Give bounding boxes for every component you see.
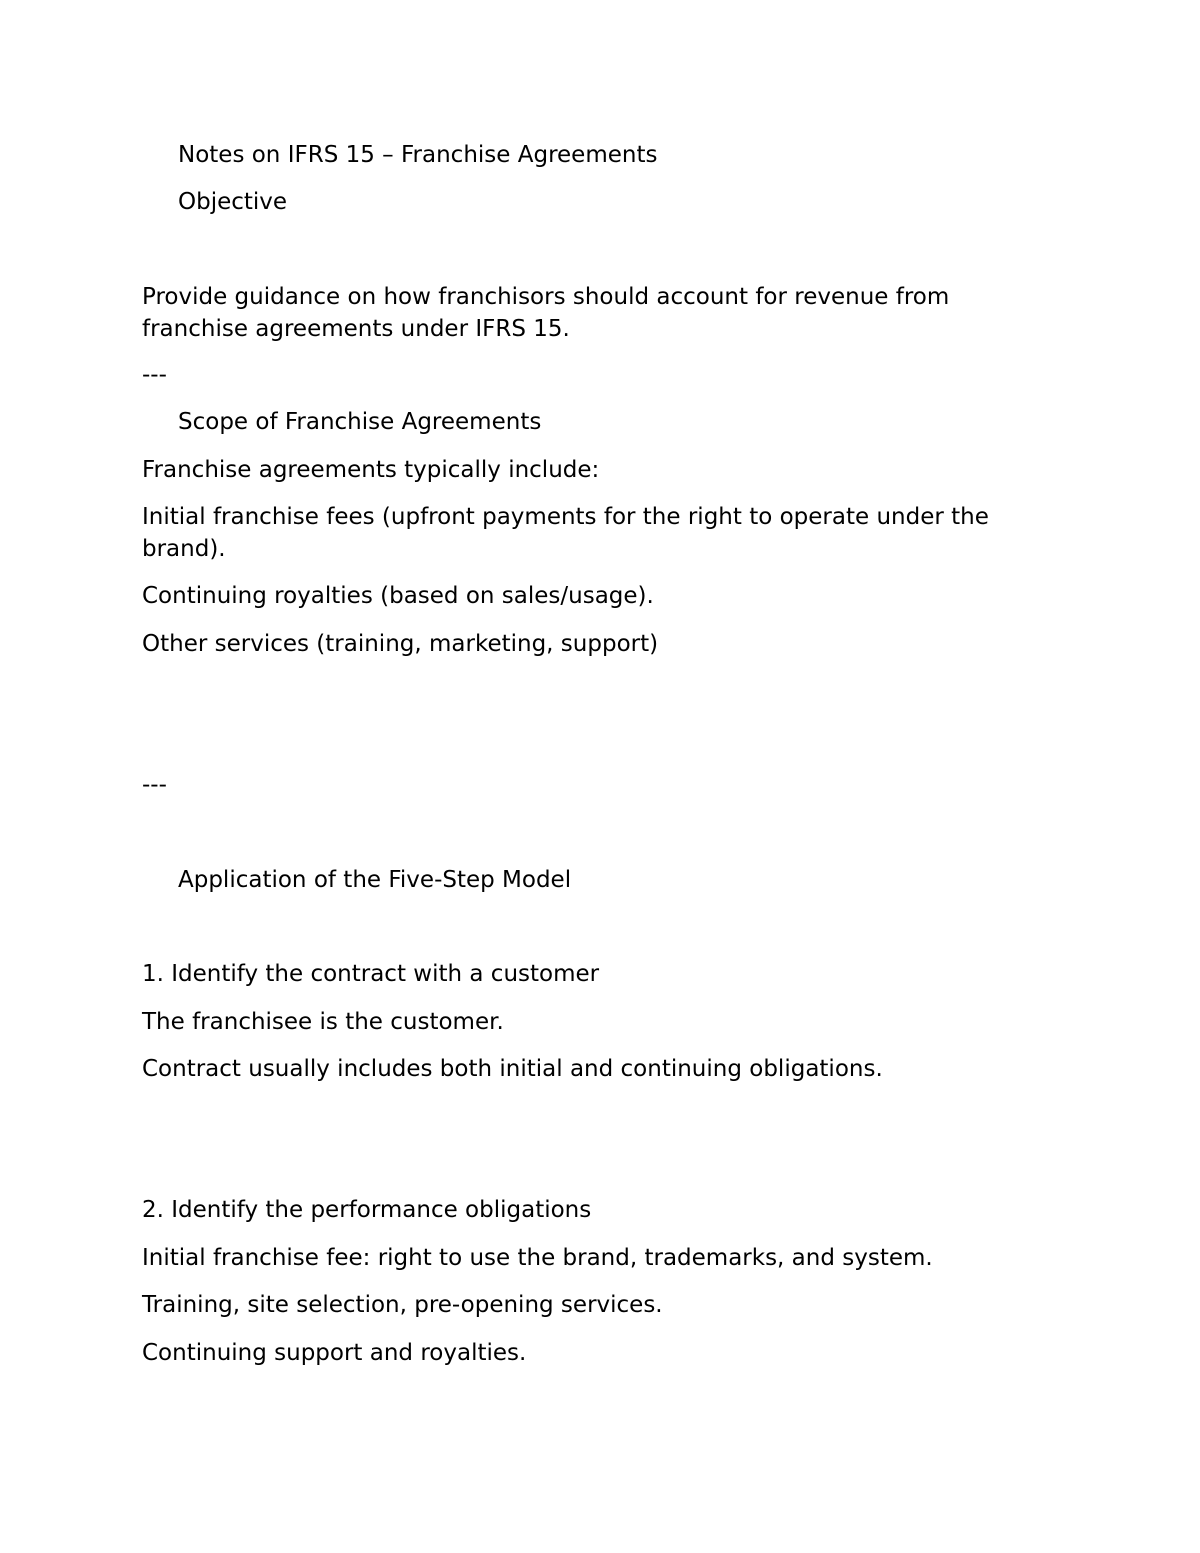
- scope-heading: Scope of Franchise Agreements: [178, 409, 542, 435]
- step1-heading: 1. Identify the contract with a customer: [142, 961, 600, 987]
- document-title: Notes on IFRS 15 – Franchise Agreements: [178, 142, 658, 168]
- objective-text: Provide guidance on how franchisors should account for revenue from franchise agreements under IFRS 15.: [142, 284, 950, 342]
- step2-item-support: Continuing support and royalties.: [142, 1340, 527, 1366]
- scope-intro: Franchise agreements typically include:: [142, 457, 600, 483]
- step1-item-obligations: Contract usually includes both initial and continuing obligations.: [142, 1056, 883, 1082]
- scope-item-initial-fees: Initial franchise fees (upfront payments for the right to operate under the brand).: [142, 504, 989, 562]
- model-heading: Application of the Five-Step Model: [178, 867, 572, 893]
- scope-item-royalties: Continuing royalties (based on sales/usage).: [142, 583, 654, 609]
- objective-heading: Objective: [178, 189, 288, 215]
- step2-item-initial-fee: Initial franchise fee: right to use the brand, trademarks, and system.: [142, 1245, 933, 1271]
- separator: ---: [142, 772, 167, 798]
- step2-item-training: Training, site selection, pre-opening services.: [142, 1292, 663, 1318]
- step1-item-customer: The franchisee is the customer.: [142, 1009, 504, 1035]
- separator: ---: [142, 362, 167, 388]
- scope-item-other-services: Other services (training, marketing, support): [142, 631, 659, 657]
- step2-heading: 2. Identify the performance obligations: [142, 1197, 592, 1223]
